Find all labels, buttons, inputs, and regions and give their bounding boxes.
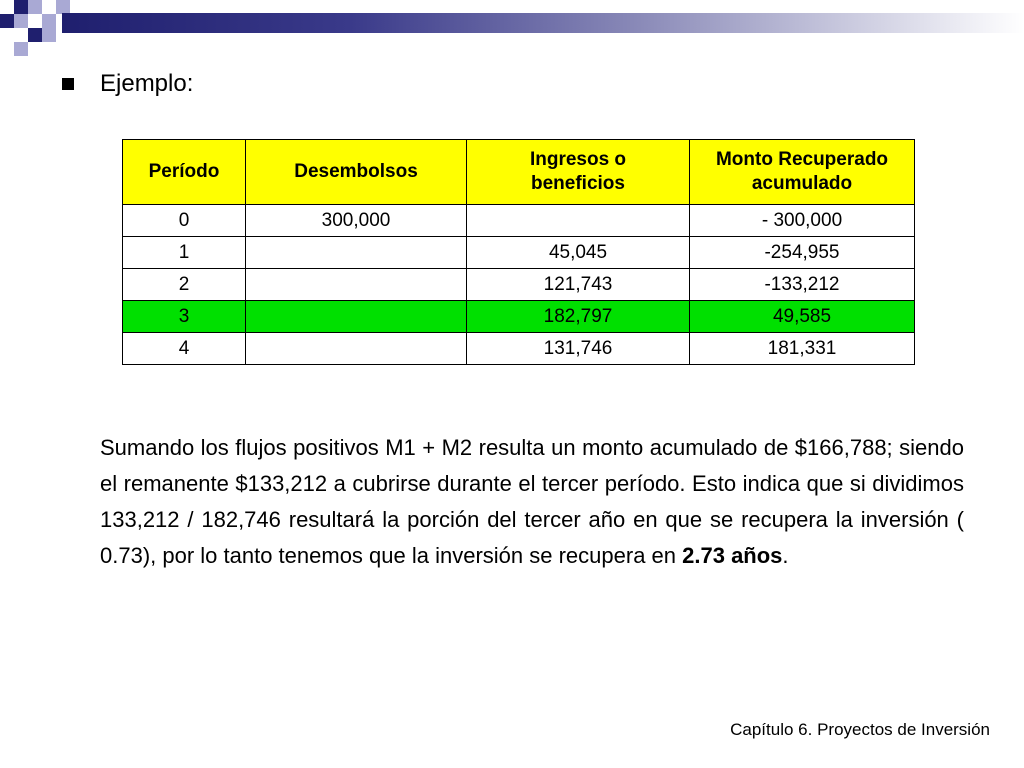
decor-square [56, 0, 70, 14]
header-gradient-bar [62, 13, 1024, 33]
table-row [123, 205, 915, 237]
paragraph-result: 2.73 años [682, 543, 783, 568]
header-monto: Monto Recuperado acumulado [690, 140, 915, 205]
cell-monto: 49,585 [690, 301, 915, 333]
header-periodo: Período [123, 140, 246, 205]
cell-desembolsos [246, 237, 467, 269]
table-row-highlighted [123, 301, 915, 333]
cell-ingresos: 45,045 [467, 237, 690, 269]
cell-periodo: 3 [123, 301, 246, 333]
slide-heading: Ejemplo: [100, 70, 194, 97]
bullet-square-icon [62, 78, 74, 90]
decor-square [28, 28, 42, 42]
decor-square [28, 0, 42, 14]
cell-monto: -254,955 [690, 237, 915, 269]
cell-periodo: 2 [123, 269, 246, 301]
cell-monto: -133,212 [690, 269, 915, 301]
cell-monto: - 300,000 [690, 205, 915, 237]
cell-desembolsos [246, 301, 467, 333]
payback-table [122, 139, 915, 365]
cell-ingresos: 131,746 [467, 333, 690, 365]
header-desembolsos: Desembolsos [246, 140, 467, 205]
cell-monto: 181,331 [690, 333, 915, 365]
cell-periodo: 4 [123, 333, 246, 365]
decor-square [0, 14, 14, 28]
cell-desembolsos [246, 333, 467, 365]
bullet-item [62, 70, 193, 98]
cell-periodo: 0 [123, 205, 246, 237]
decor-square [42, 28, 56, 42]
table-row [123, 333, 915, 365]
decor-square [14, 42, 28, 56]
cell-desembolsos [246, 269, 467, 301]
cell-ingresos: 121,743 [467, 269, 690, 301]
header-ingresos: Ingresos o beneficios [467, 140, 690, 205]
cell-ingresos [467, 205, 690, 237]
slide-footer: Capítulo 6. Proyectos de Inversión [730, 720, 990, 739]
table-header-row [123, 140, 915, 205]
header-decoration [0, 0, 1024, 44]
cell-periodo: 1 [123, 237, 246, 269]
decor-square [42, 14, 56, 28]
explanation-paragraph [100, 430, 964, 574]
paragraph-text: Sumando los flujos positivos M1 + M2 resulta un monto acumulado de $166,788; siendo el remanente $133,212 a cubrirse durante el tercer período. Esto indica que si dividimos 133,212 / 182,746 resultará la porción del tercer año en que se recupera la inversión ( 0.73), por lo tanto tenemos que la inversión se recupera en [100, 435, 964, 568]
table-row [123, 237, 915, 269]
decor-square [14, 0, 28, 14]
cell-ingresos: 182,797 [467, 301, 690, 333]
paragraph-end: . [782, 543, 789, 568]
cell-desembolsos: 300,000 [246, 205, 467, 237]
decor-square [14, 14, 28, 28]
table-row [123, 269, 915, 301]
